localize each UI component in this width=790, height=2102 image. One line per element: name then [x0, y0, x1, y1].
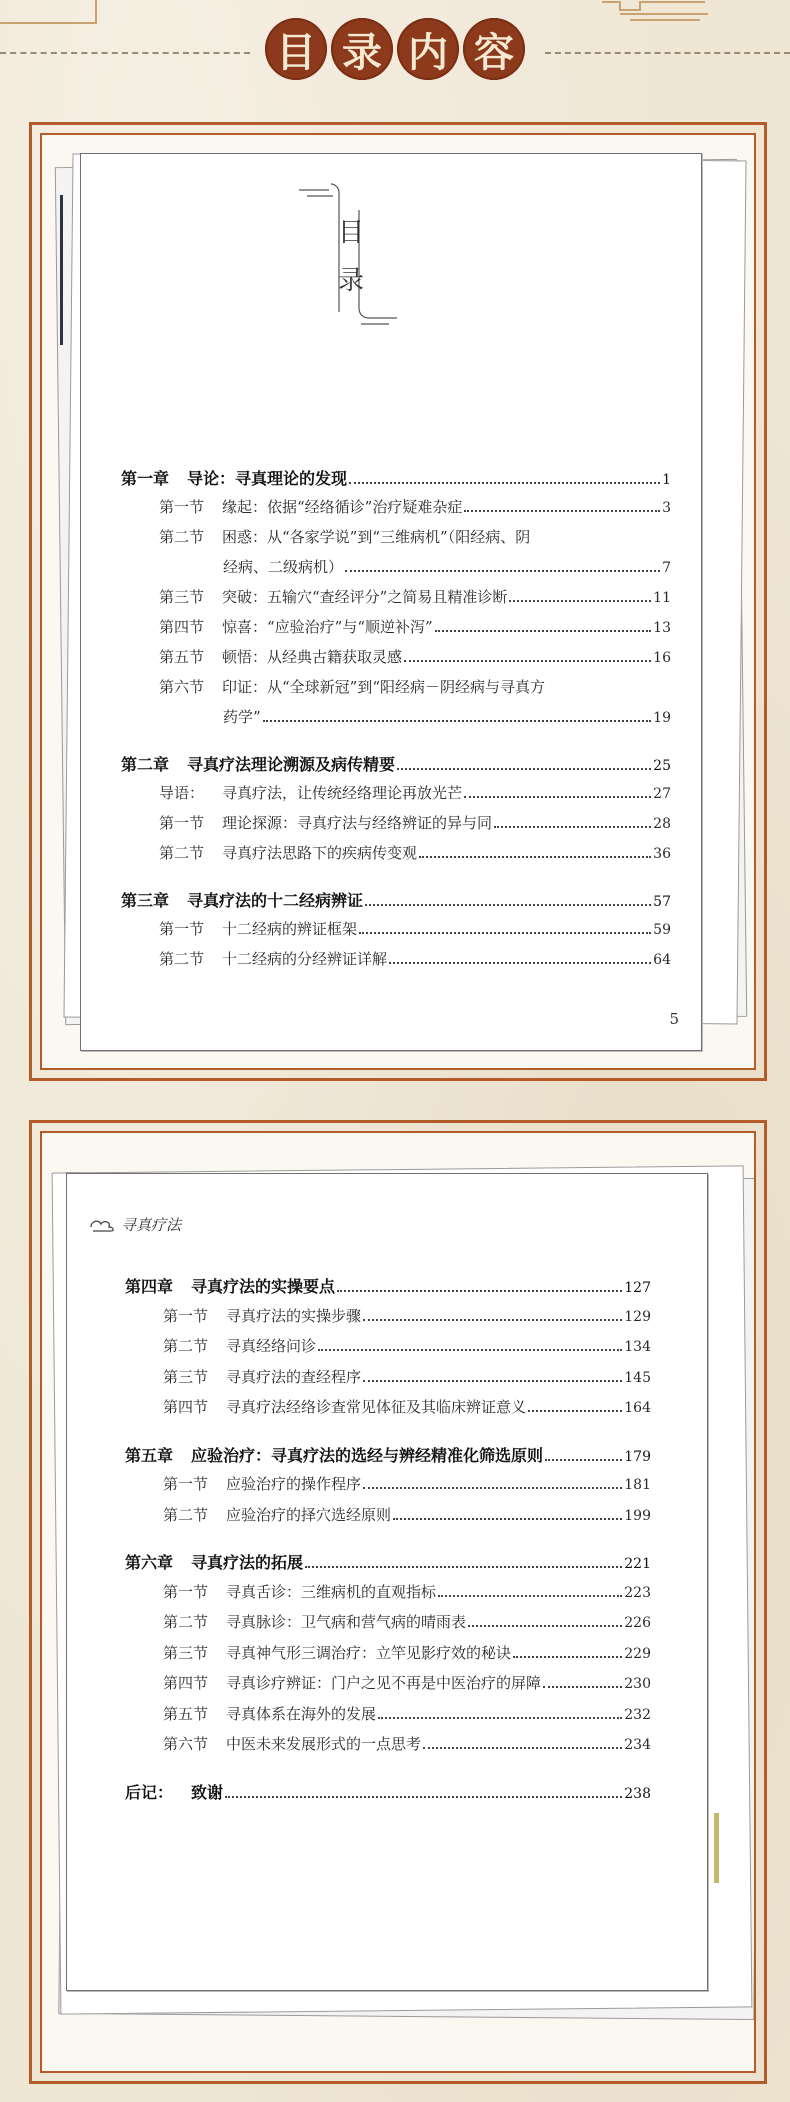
toc-entry-label: 第二节 — [163, 1613, 209, 1631]
toc-section-entry — [125, 1733, 651, 1764]
toc-entry-label: 第二节 — [159, 528, 205, 546]
toc-entry-page: 27 — [653, 786, 671, 802]
toc-entry-page: 25 — [653, 758, 671, 774]
leader-dots — [543, 1686, 622, 1688]
toc-entry-page: 229 — [624, 1645, 651, 1662]
toc-entry-label: 第一节 — [163, 1306, 209, 1325]
toc-entry-title: 突破：五输穴“查经评分”之简易且精准诊断 — [222, 588, 508, 606]
toc-entry-title: 寻真诊疗辨证：门户之见不再是中医治疗的屏障 — [226, 1674, 542, 1692]
toc-entry-title: 印证：从“全球新冠”到“阳经病－阴经病与寻真方 — [222, 678, 546, 696]
frame-inner — [40, 133, 756, 1070]
leader-dots — [363, 1380, 622, 1382]
toc-list — [125, 1274, 651, 1810]
leader-dots — [419, 856, 651, 858]
toc-entry-label: 第四节 — [163, 1398, 209, 1416]
toc-entry-page: 19 — [653, 710, 671, 726]
toc-entry-label: 第六章 — [125, 1553, 174, 1572]
page-heading-char: 录 — [338, 266, 365, 296]
toc-entry-title: 寻真经络问诊 — [226, 1337, 317, 1355]
leader-dots — [494, 826, 651, 828]
toc-entry-label: 第一节 — [159, 920, 205, 938]
leader-dots — [345, 570, 660, 572]
toc-entry-page: 28 — [653, 816, 671, 832]
toc-entry-label: 第二节 — [159, 950, 205, 968]
toc-entry-page: 36 — [653, 846, 671, 862]
toc-entry-title: 惊喜：“应验治疗”与“顺逆补泻” — [222, 618, 433, 636]
toc-entry-title: 缘起：依据“经络循诊”治疗疑难杂症 — [222, 498, 463, 516]
leader-dots — [359, 932, 651, 934]
toc-list — [121, 466, 671, 978]
toc-page-1 — [80, 153, 702, 1051]
toc-entry-page: 59 — [653, 922, 671, 938]
frame-toc-page-2 — [29, 1120, 767, 2084]
toc-entry-page: 1 — [662, 472, 671, 488]
toc-entry-page: 7 — [662, 560, 671, 576]
toc-entry-label: 导语： — [159, 784, 205, 802]
toc-chapter-entry — [125, 1550, 651, 1581]
toc-section-entry — [121, 812, 671, 842]
toc-section-entry — [125, 1581, 651, 1612]
toc-section-entry — [125, 1335, 651, 1366]
leader-dots — [349, 482, 660, 484]
leader-dots — [397, 768, 651, 770]
toc-entry-label: 第一章 — [121, 469, 170, 488]
toc-entry-label: 第四章 — [125, 1277, 174, 1296]
toc-entry-label: 第一节 — [159, 814, 205, 832]
toc-entry-label: 第五节 — [163, 1704, 209, 1723]
toc-chapter-entry — [121, 752, 671, 782]
toc-entry-label: 第一节 — [163, 1582, 209, 1601]
toc-entry-title: 寻真疗法，让传统经络理论再放光芒 — [222, 784, 463, 802]
toc-entry-page: 145 — [624, 1369, 651, 1386]
toc-entry-title: 寻真疗法思路下的疾病传变观 — [222, 844, 418, 862]
toc-entry-label: 第四节 — [163, 1674, 209, 1692]
toc-entry-page: 234 — [624, 1737, 651, 1753]
banner-char: 目 — [265, 18, 327, 80]
toc-entry-title: 寻真体系在海外的发展 — [226, 1704, 377, 1723]
toc-entry-label: 第三节 — [163, 1367, 209, 1386]
leader-dots — [365, 904, 651, 906]
toc-section-entry — [125, 1366, 651, 1397]
toc-section-entry — [121, 782, 671, 812]
toc-entry-title: 寻真脉诊：卫气病和营气病的晴雨表 — [226, 1613, 467, 1631]
toc-entry-page: 179 — [624, 1448, 651, 1465]
toc-entry-page: 230 — [624, 1676, 651, 1692]
toc-entry-page: 13 — [653, 620, 671, 636]
toc-section-entry — [121, 526, 671, 586]
toc-chapter-entry — [121, 888, 671, 918]
toc-entry-page: 223 — [624, 1584, 651, 1601]
toc-entry-title: 寻真疗法的实操要点 — [191, 1277, 336, 1296]
toc-entry-title: 寻真舌诊：三维病机的直观指标 — [226, 1582, 437, 1601]
toc-entry-page: 3 — [662, 500, 671, 516]
heading-ornament — [299, 182, 399, 332]
toc-section-entry — [121, 586, 671, 616]
toc-entry-page: 11 — [653, 590, 671, 606]
toc-entry-title: 应验治疗：寻真疗法的选经与辨经精准化筛选原则 — [191, 1445, 544, 1465]
leader-dots — [393, 1518, 622, 1520]
toc-entry-page: 16 — [653, 650, 671, 666]
toc-section-entry — [121, 676, 671, 736]
toc-entry-page: 199 — [624, 1507, 651, 1524]
frame-inner — [40, 1131, 756, 2073]
toc-entry-label: 第六节 — [159, 678, 205, 696]
toc-section-entry — [125, 1396, 651, 1427]
toc-entry-label: 第四节 — [159, 618, 205, 636]
toc-section-entry — [125, 1672, 651, 1703]
toc-entry-title: 导论：寻真理论的发现 — [187, 469, 348, 488]
leader-dots — [363, 1319, 622, 1321]
toc-entry-title: 中医未来发展形式的一点思考 — [226, 1735, 422, 1753]
toc-entry-page: 164 — [624, 1400, 651, 1416]
toc-section-entry — [121, 918, 671, 948]
leader-dots — [305, 1566, 622, 1568]
toc-section-entry — [125, 1473, 651, 1504]
leader-dots — [464, 510, 660, 512]
leader-dots — [404, 660, 651, 662]
leader-dots — [528, 1410, 622, 1412]
banner-char: 录 — [331, 18, 393, 80]
book-logo-text: 寻真疗法 — [121, 1216, 182, 1234]
toc-entry-label: 第六节 — [163, 1735, 209, 1753]
toc-entry-label: 第一节 — [159, 498, 205, 516]
toc-entry-label: 第二节 — [163, 1337, 209, 1355]
toc-entry-title: 寻真疗法的查经程序 — [226, 1367, 362, 1386]
toc-entry-label: 第二节 — [159, 844, 205, 862]
leader-dots — [378, 1717, 622, 1719]
toc-entry-title: 寻真疗法的十二经病辨证 — [187, 891, 364, 910]
toc-chapter-entry — [125, 1274, 651, 1305]
toc-entry-label: 第三章 — [121, 891, 170, 910]
toc-page-2 — [66, 1173, 708, 1991]
leader-dots — [389, 962, 651, 964]
toc-entry-label: 第三节 — [163, 1643, 209, 1662]
book-logo — [89, 1214, 181, 1235]
toc-section-entry — [121, 948, 671, 978]
toc-entry-page: 221 — [624, 1556, 651, 1572]
leader-dots — [318, 1349, 622, 1351]
leader-dots — [545, 1459, 622, 1461]
toc-entry-title-cont: 药学” — [223, 708, 261, 726]
toc-entry-label: 第二节 — [163, 1505, 209, 1524]
toc-entry-label: 第二章 — [121, 755, 170, 774]
toc-entry-title: 顿悟：从经典古籍获取灵感 — [222, 648, 403, 666]
toc-section-entry — [125, 1305, 651, 1336]
toc-entry-label: 第五章 — [125, 1445, 174, 1465]
page-heading-char: 目 — [338, 218, 365, 248]
toc-entry-title: 寻真疗法的拓展 — [191, 1553, 304, 1572]
leader-dots — [363, 1487, 622, 1489]
toc-entry-title: 十二经病的辨证框架 — [222, 920, 358, 938]
toc-section-entry — [121, 842, 671, 872]
leader-dots — [509, 600, 651, 602]
sheet-edge — [60, 195, 63, 345]
toc-entry-page: 57 — [653, 894, 671, 910]
toc-chapter-entry — [121, 466, 671, 496]
toc-entry-label: 第五节 — [159, 648, 205, 666]
toc-section-entry — [121, 496, 671, 526]
toc-section-entry — [121, 646, 671, 676]
toc-entry-title: 十二经病的分经辨证详解 — [222, 950, 388, 968]
toc-entry-title: 寻真疗法经络诊查常见体征及其临床辨证意义 — [226, 1398, 527, 1416]
toc-entry-page: 127 — [624, 1280, 651, 1296]
toc-section-entry — [125, 1504, 651, 1535]
banner-char: 内 — [397, 18, 459, 80]
toc-entry-page: 181 — [624, 1477, 651, 1493]
page-number: 5 — [669, 1010, 679, 1028]
toc-entry-title: 寻真疗法的实操步骤 — [226, 1306, 362, 1325]
frame-toc-page-1 — [29, 122, 767, 1081]
leader-dots — [435, 630, 651, 632]
cloud-icon — [89, 1217, 117, 1233]
toc-entry-page: 129 — [624, 1308, 651, 1325]
toc-entry-title: 寻真疗法理论溯源及病传精要 — [187, 755, 396, 774]
toc-entry-title: 应验治疗的择穴选经原则 — [226, 1505, 392, 1524]
toc-section-entry — [125, 1611, 651, 1642]
toc-entry-title: 理论探源：寻真疗法与经络辨证的异与同 — [222, 814, 493, 832]
leader-dots — [225, 1796, 622, 1798]
banner-char: 容 — [463, 18, 525, 80]
sheet-edge — [714, 1813, 719, 1883]
toc-entry-page: 64 — [653, 952, 671, 968]
leader-dots — [423, 1747, 622, 1749]
toc-entry-label: 第一节 — [163, 1475, 209, 1493]
leader-dots — [513, 1656, 622, 1658]
toc-entry-title: 应验治疗的操作程序 — [226, 1475, 362, 1493]
toc-section-entry — [125, 1642, 651, 1673]
toc-entry-title-cont: 经病、二级病机） — [223, 558, 344, 576]
toc-entry-page: 134 — [624, 1339, 651, 1355]
toc-entry-label: 后记： — [125, 1782, 174, 1802]
leader-dots — [464, 796, 651, 798]
leader-dots — [438, 1595, 622, 1597]
toc-chapter-entry — [125, 1443, 651, 1474]
toc-entry-title: 致谢 — [191, 1782, 224, 1802]
toc-entry-title: 寻真神气形三调治疗：立竿见影疗效的秘诀 — [226, 1643, 512, 1662]
toc-entry-page: 226 — [624, 1615, 651, 1631]
banner-title — [0, 18, 790, 80]
toc-entry-title: 困惑：从“各家学说”到“三维病机”（阳经病、阴 — [222, 528, 531, 546]
toc-entry-page: 232 — [624, 1706, 651, 1723]
toc-entry-page: 238 — [624, 1785, 651, 1802]
leader-dots — [337, 1290, 622, 1292]
toc-section-entry — [121, 616, 671, 646]
leader-dots — [263, 720, 652, 722]
leader-dots — [468, 1625, 622, 1627]
toc-entry-label: 第三节 — [159, 588, 205, 606]
toc-chapter-entry — [125, 1780, 651, 1811]
toc-section-entry — [125, 1703, 651, 1734]
